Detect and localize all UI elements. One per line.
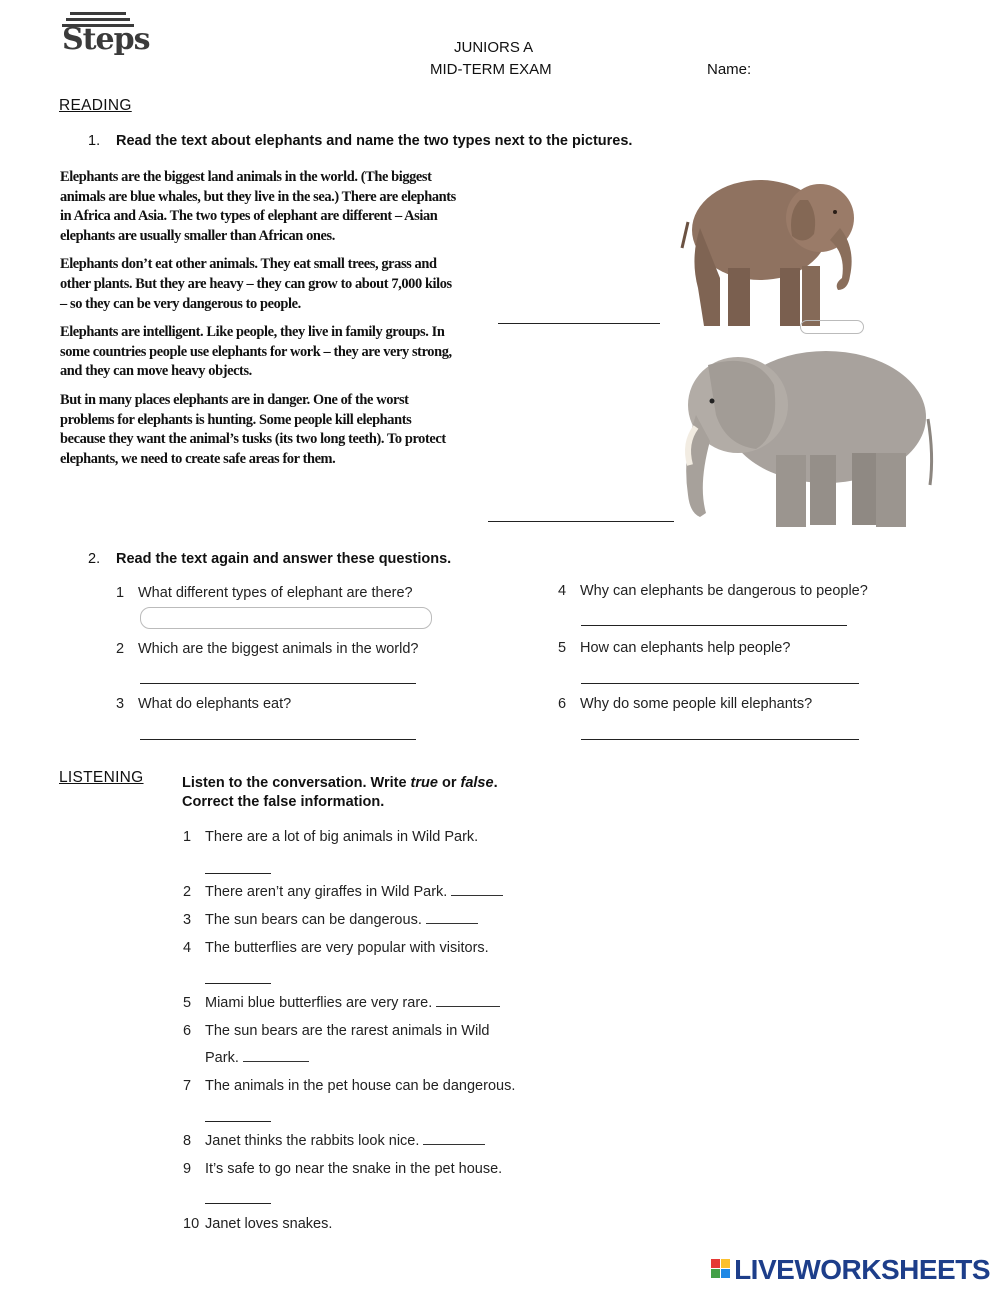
answer-input-3[interactable] [140, 739, 416, 740]
listening-answer-2[interactable] [451, 895, 503, 896]
listening-answer-7[interactable] [205, 1121, 271, 1122]
listening-item-2: 2 There aren’t any giraffes in Wild Park. [183, 884, 503, 900]
liveworksheets-brand [711, 1254, 990, 1286]
elephant-passage [60, 168, 460, 478]
brand-text: LIVEWORKSHEETS [734, 1254, 990, 1285]
logo-text: Steps [62, 22, 150, 57]
listening-answer-8[interactable] [423, 1144, 485, 1145]
reading-q1-heading: 1. Read the text about elephants and name the two types next to the pictures. [88, 133, 633, 149]
question-5: 5 How can elephants help people? [558, 640, 791, 656]
listening-item-6-cont: Park. [205, 1050, 309, 1066]
listening-answer-9[interactable] [205, 1203, 271, 1204]
listening-item-9: 9 It’s safe to go near the snake in the pet house. [183, 1161, 503, 1177]
passage-paragraph: Elephants are intelligent. Like people, they live in family groups. In some countries people use elephants for work – they are very strong, and they can move heavy objects. [60, 324, 452, 380]
listening-instruction-line2: Correct the false information. [182, 794, 385, 810]
elephant-type-answer-1[interactable] [498, 323, 660, 324]
reading-q2-heading: 2. Read the text again and answer these questions. [88, 551, 452, 567]
passage-paragraph: But in many places elephants are in danger. One of the worst problems for elephants is hunting. Some people kill elephants because they want the animal’s tusks (its two long teeth). To protect elephants, we need to create safe areas for them. [60, 391, 446, 467]
exam-title: MID-TERM EXAM [430, 61, 552, 78]
question-2: 2 Which are the biggest animals in the world? [116, 641, 419, 657]
exam-level: JUNIORS A [454, 39, 534, 56]
question-6: 6 Why do some people kill elephants? [558, 696, 813, 712]
listening-item-5: 5 Miami blue butterflies are very rare. [183, 995, 500, 1011]
listening-item-3: 3 The sun bears can be dangerous. [183, 912, 478, 928]
listening-item-8: 8 Janet thinks the rabbits look nice. [183, 1133, 485, 1149]
listening-item-10: 10 Janet loves snakes. [183, 1216, 333, 1232]
african-elephant-image [676, 345, 940, 530]
listening-answer-3[interactable] [426, 923, 478, 924]
steps-logo [62, 10, 154, 56]
listening-item-7: 7 The animals in the pet house can be dangerous. [183, 1078, 516, 1094]
question-1: 1 What different types of elephant are there? [116, 585, 413, 601]
reading-heading: READING [59, 97, 132, 114]
answer-box-decor [800, 320, 864, 334]
answer-input-4[interactable] [581, 625, 847, 626]
name-label: Name: [707, 61, 752, 78]
listening-item-1: 1 There are a lot of big animals in Wild Park. [183, 829, 479, 845]
listening-answer-5[interactable] [436, 1006, 500, 1007]
passage-paragraph: Elephants don’t eat other animals. They eat small trees, grass and other plants. But they are heavy – they can grow to about 7,000 kilos – so they can be very dangerous to people. [60, 256, 452, 312]
listening-answer-4[interactable] [205, 983, 271, 984]
asian-elephant-image [680, 168, 870, 333]
listening-instruction: Listen to the conversation. Write true or false. [182, 775, 498, 791]
listening-item-4: 4 The butterflies are very popular with visitors. [183, 940, 489, 956]
answer-input-6[interactable] [581, 739, 859, 740]
listening-answer-6[interactable] [243, 1061, 309, 1062]
listening-heading: LISTENING [59, 769, 144, 786]
listening-answer-1[interactable] [205, 873, 271, 874]
listening-item-6: 6 The sun bears are the rarest animals in Wild [183, 1023, 490, 1039]
question-4: 4 Why can elephants be dangerous to people? [558, 583, 868, 599]
liveworksheets-logo-icon [711, 1259, 730, 1278]
answer-input-5[interactable] [581, 683, 859, 684]
answer-input-2[interactable] [140, 683, 416, 684]
question-3: 3 What do elephants eat? [116, 696, 292, 712]
passage-paragraph: Elephants are the biggest land animals in the world. (The biggest animals are blue whales, but they live in the sea.) There are elephants in Africa and Asia. The two types of elephant are different – Asian elephants are usually smaller than African ones. [60, 169, 456, 244]
answer-input-1[interactable] [140, 607, 432, 629]
elephant-type-answer-2[interactable] [488, 521, 674, 522]
